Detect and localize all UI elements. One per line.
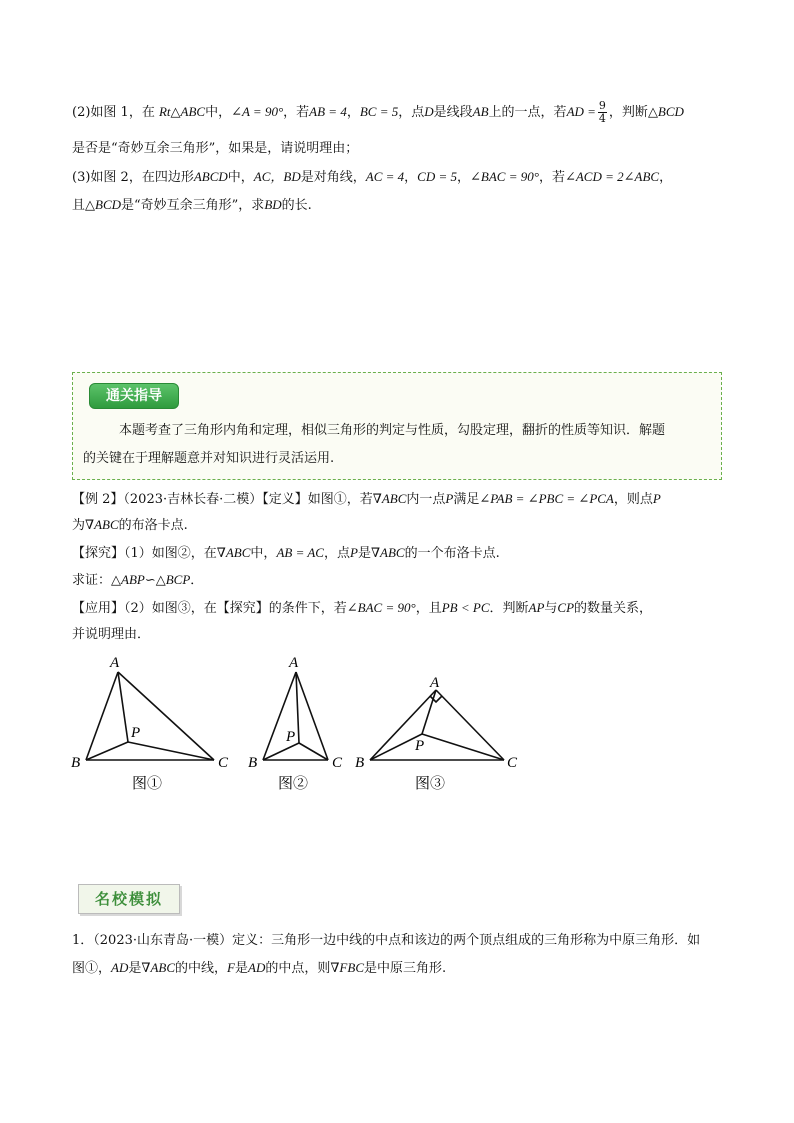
fig3-label-b: B — [355, 755, 365, 771]
section-title-tag: 名校模拟 — [78, 884, 180, 914]
fig3-caption: 图③ — [415, 776, 446, 792]
fig3-label-a: A — [430, 675, 440, 691]
problem-part3-line: (3)如图 2，在四边形ABCD中，AC，BD是对角线，AC = 4，CD = 5，∠BAC = 90°，若∠ACD = 2∠ABC， — [72, 169, 673, 185]
problem-part2-line: (2)如图 1，在 Rt△ABC中，∠A = 90°，若AB = 4，BC = 5，点D是线段AB上的一点，若AD = $\frac{9}{4}$ ，判断△BCD — [72, 99, 684, 125]
example2-line4: 求证：△ABP∽△BCP． — [72, 572, 204, 588]
figure-2 — [263, 672, 328, 760]
example2-line6: 并说明理由． — [72, 627, 151, 642]
problem1-line1: 1．（2023·山东青岛·一模）定义：三角形一边中线的中点和该边的两个顶点组成的三角形称为中原三角形．如 — [72, 933, 701, 948]
fig1-edge-ca — [118, 672, 214, 760]
guide-text: 本题考查了三角形内角和定理，相似三角形的判定与性质，勾股定理，翻折的性质等知识．解题 的关键在于理解题意并对知识进行灵活运用. — [83, 423, 666, 466]
fig1-edge-ab — [86, 672, 118, 760]
figure-1 — [86, 672, 214, 760]
example2-line2: 为∇ABC的布洛卡点. — [72, 517, 188, 533]
fraction-9-4: $\frac{9}{4}$ — [598, 99, 606, 125]
fig1-label-b: B — [71, 755, 81, 771]
fig1-seg-cp — [128, 742, 214, 760]
fig3-label-p: P — [415, 738, 425, 754]
geometry-figures — [66, 650, 536, 800]
example2-line5: 【应用】（2）如图③，在【探究】的条件下，若∠BAC = 90°，且PB < PC．判断AP与CP的数量关系， — [72, 600, 653, 616]
guide-box — [72, 372, 722, 480]
fig2-label-a: A — [289, 655, 299, 671]
math-rt-abc: Rt△ABC — [158, 104, 206, 119]
problem1-line2: 图①，AD是∇ABC的中线，F是AD的中点，则∇FBC是中原三角形. — [72, 960, 447, 976]
fig2-seg-cp — [299, 743, 328, 760]
figure-3 — [370, 690, 504, 760]
fig2-label-b: B — [248, 755, 258, 771]
fig2-edge-ca — [296, 672, 328, 760]
fig1-label-a: A — [110, 655, 120, 671]
fig1-seg-ap — [118, 672, 128, 742]
problem-part3-line2: 且△BCD是“奇妙互余三角形”，求BD的长. — [72, 197, 312, 213]
problem-part2-line2: 是否是“奇妙互余三角形”，如果是，请说明理由； — [72, 141, 359, 156]
fig2-seg-ap — [296, 672, 299, 743]
fig1-label-p: P — [131, 725, 141, 741]
fig1-label-c: C — [218, 755, 229, 771]
example2-line1: 【例 2】（2023·吉林长春·二模）【定义】如图①，若∇ABC内一点P满足∠PAB = ∠PBC = ∠PCA，则点P — [72, 491, 661, 507]
fig1-caption: 图① — [132, 776, 163, 792]
example2-line3: 【探究】（1）如图②，在∇ABC中，AB = AC，点P是∇ABC的一个布洛卡点. — [72, 545, 500, 561]
fig2-caption: 图② — [278, 776, 309, 792]
fig3-edge-ab — [370, 690, 436, 760]
fig2-label-c: C — [332, 755, 343, 771]
fig2-label-p: P — [286, 729, 296, 745]
guide-tag: 通关指导 — [89, 383, 179, 409]
fig3-label-c: C — [507, 755, 518, 771]
